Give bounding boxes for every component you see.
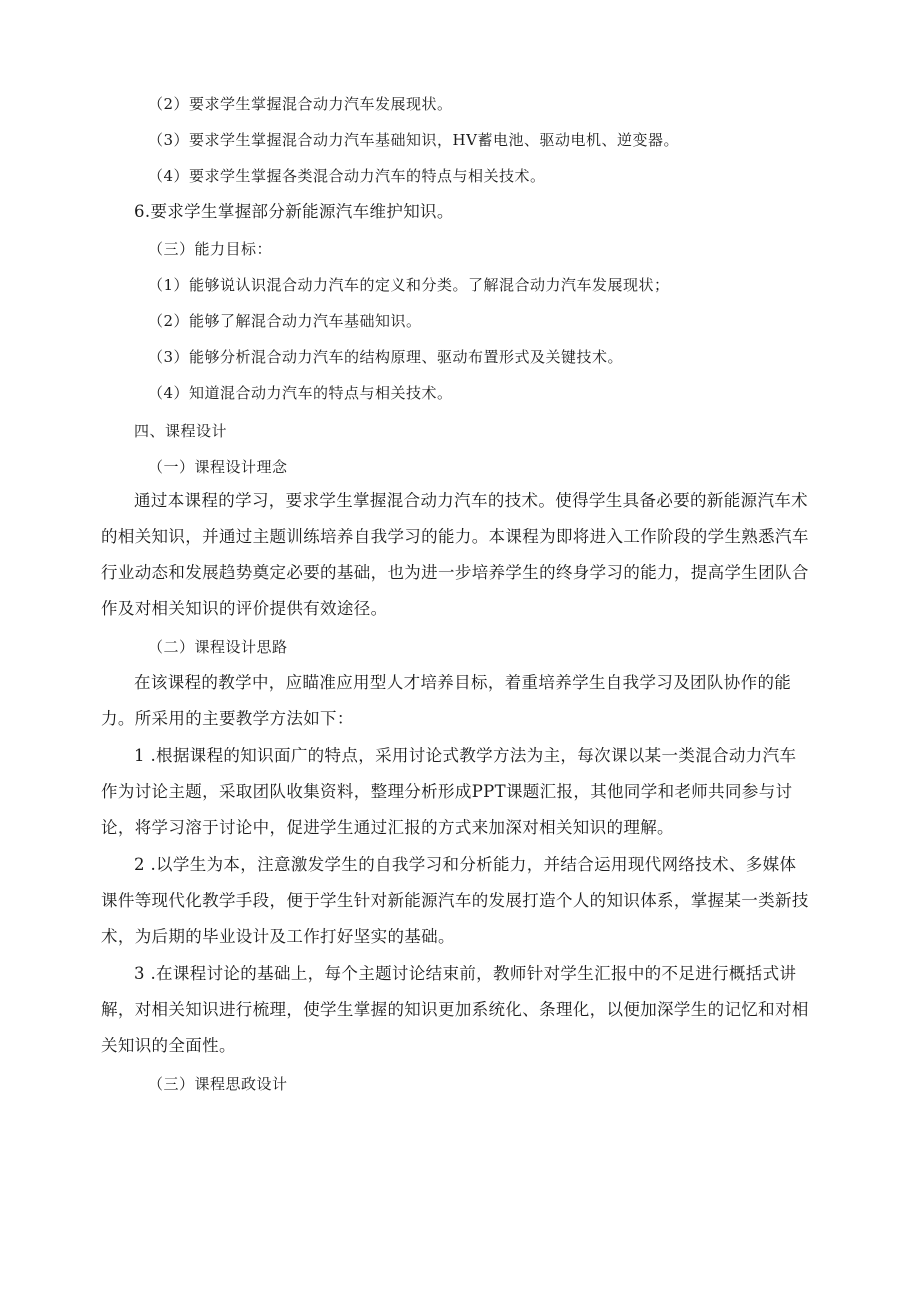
method-3-line: 关知识的全面性。 <box>101 1036 236 1055</box>
concept-heading: （一）课程设计理念 <box>148 458 288 476</box>
objective-2: （2）要求学生掌握混合动力汽车发展现状。 <box>148 95 453 113</box>
objective-3: （3）要求学生掌握混合动力汽车基础知识，HV蓄电池、驱动电机、逆变器。 <box>148 131 679 149</box>
method-3-line: 解，对相关知识进行梳理，使学生掌握的知识更加系统化、条理化，以便加深学生的记忆和对相 <box>101 1000 809 1019</box>
thinking-para-line: 在该课程的教学中，应瞄准应用型人才培养目标，着重培养学生自我学习及团队协作的能 <box>134 673 792 692</box>
objective-4: （4）要求学生掌握各类混合动力汽车的特点与相关技术。 <box>148 167 546 185</box>
ability-2: （2）能够了解混合动力汽车基础知识。 <box>148 312 422 330</box>
thinking-heading: （二）课程设计思路 <box>148 638 288 656</box>
method-1-line: 1 .根据课程的知识面广的特点，采用讨论式教学方法为主，每次课以某一类混合动力汽车 <box>134 746 797 765</box>
ability-heading: （三）能力目标： <box>148 240 273 258</box>
concept-para-line: 作及对相关知识的评价提供有效途径。 <box>101 599 388 618</box>
ability-4: （4）知道混合动力汽车的特点与相关技术。 <box>148 384 453 402</box>
thinking-para-line: 力。所采用的主要教学方法如下： <box>101 709 354 728</box>
ability-3: （3）能够分析混合动力汽车的结构原理、驱动布置形式及关键技术。 <box>148 348 624 366</box>
method-3-line: 3 .在课程讨论的基础上，每个主题讨论结束前，教师针对学生汇报中的不足进行概括式讲 <box>134 964 797 983</box>
method-2-line: 2 .以学生为本，注意激发学生的自我学习和分析能力，并结合运用现代网络技术、多媒体 <box>134 855 797 874</box>
ability-1: （1）能够说认识混合动力汽车的定义和分类。了解混合动力汽车发展现状； <box>148 276 670 294</box>
ideology-heading: （三）课程思政设计 <box>148 1075 288 1093</box>
method-1-line: 论，将学习溶于讨论中，促进学生通过汇报的方式来加深对相关知识的理解。 <box>101 818 674 837</box>
item-6: 6.要求学生掌握部分新能源汽车维护知识。 <box>134 202 454 221</box>
concept-para-line: 通过本课程的学习，要求学生掌握混合动力汽车的技术。使得学生具备必要的新能源汽车术 <box>134 491 808 510</box>
method-2-line: 术，为后期的毕业设计及工作打好坚实的基础。 <box>101 927 455 946</box>
method-1-line: 作为讨论主题，采取团队收集资料，整理分析形成PPT课题汇报，其他同学和老师共同参与讨 <box>101 782 793 801</box>
method-2-line: 课件等现代化教学手段，便于学生针对新能源汽车的发展打造个人的知识体系，掌握某一类新技 <box>101 891 809 910</box>
concept-para-line: 的相关知识，并通过主题训练培养自我学习的能力。本课程为即将进入工作阶段的学生熟悉汽车 <box>101 527 809 546</box>
section-4-heading: 四、课程设计 <box>134 422 228 440</box>
concept-para-line: 行业动态和发展趋势奠定必要的基础，也为进一步培养学生的终身学习的能力，提高学生团队合 <box>101 563 809 582</box>
